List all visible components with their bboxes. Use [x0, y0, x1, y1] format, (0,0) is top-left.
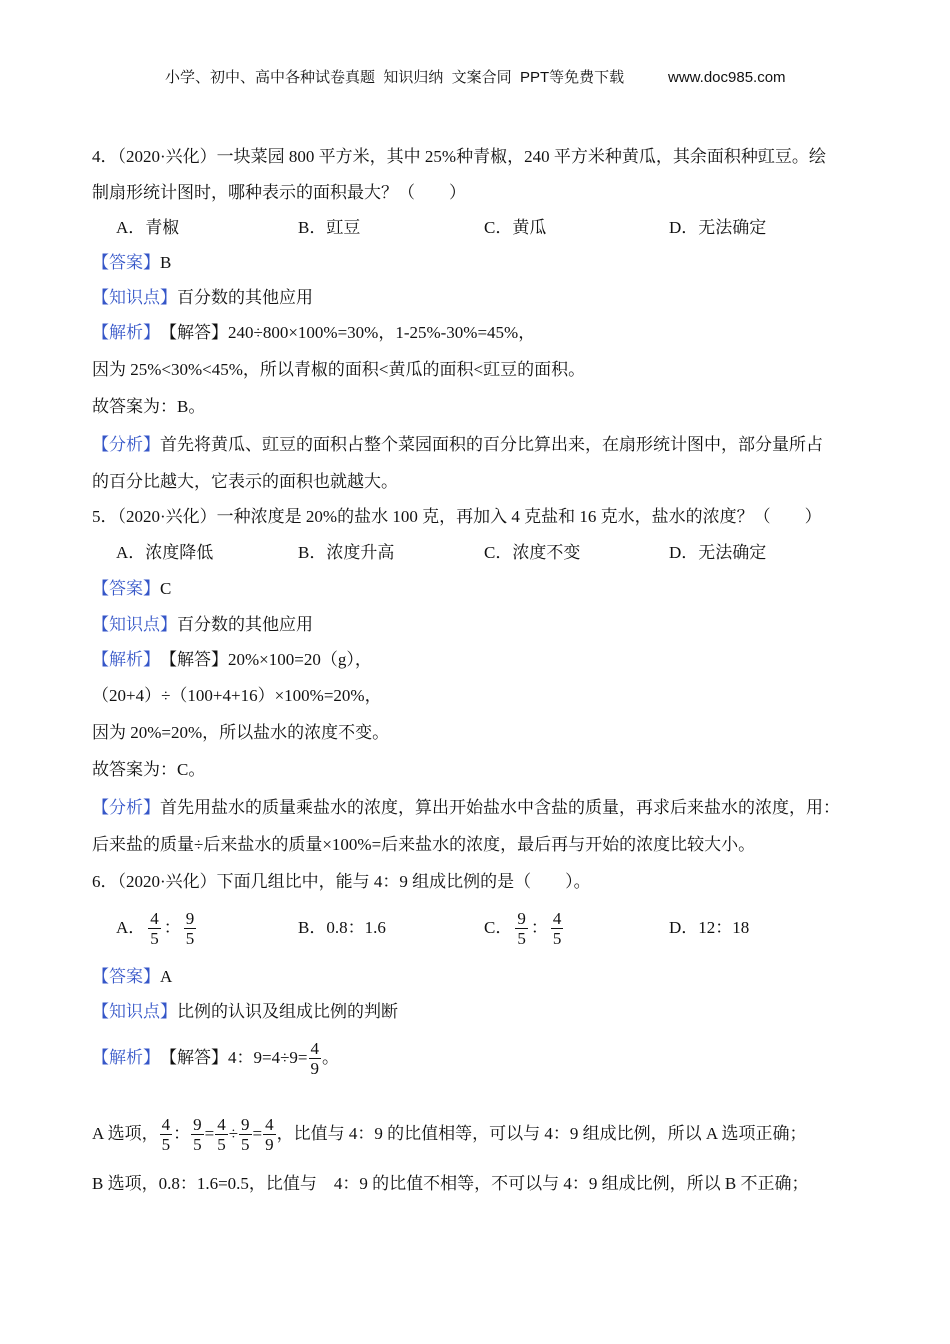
q5-step-1: （20+4）÷（100+4+16）×100%=20%， — [92, 686, 382, 705]
answer-label: 【答案】 — [92, 253, 160, 272]
fraction-numerator: 9 — [193, 1114, 202, 1134]
answer-label: 【答案】 — [92, 579, 160, 598]
q6-knowledge-line — [92, 1001, 398, 1023]
knowledge-label: 【知识点】 — [92, 615, 177, 634]
reasoning-label: 【分析】 — [92, 798, 160, 817]
q4-reasoning-line-2: 的百分比越大，它表示的面积也就越大。 — [92, 472, 398, 491]
fraction-denominator: 5 — [185, 928, 195, 948]
fraction-denominator: 5 — [217, 1134, 226, 1154]
q6-option-b-check-line: B 选项，0.8：1.6=0.5，比值与 4：9 的比值不相等，不可以与 4：9 组成比例，所以 B 不正确； — [92, 1174, 809, 1193]
q4-knowledge-line — [92, 287, 313, 309]
q5-answer-line — [92, 578, 171, 600]
fraction — [184, 909, 197, 948]
q4-stem-line-1: 4．（2020·兴化）一块菜园 800 平方米，其中 25%种青椒，240 平方米种黄瓜，其余面积种豇豆。绘 — [92, 147, 826, 166]
q4-answer-value: B — [160, 253, 172, 272]
fraction-numerator: 4 — [552, 908, 562, 928]
fraction-numerator: 9 — [517, 908, 526, 928]
reasoning-label: 【分析】 — [92, 435, 160, 454]
ratio-separator: ： — [530, 918, 548, 937]
q5-stem-line-1: 5．（2020·兴化）一种浓度是 20%的盐水 100 克，再加入 4 克盐和 16 克水，盐水的浓度？（ ） — [92, 507, 822, 526]
q5-step-3: 故答案为：C。 — [92, 760, 206, 779]
fraction-numerator: 9 — [241, 1114, 250, 1134]
analysis-label: 【解析】 — [92, 650, 160, 669]
fraction — [148, 909, 161, 948]
fraction — [160, 1115, 173, 1154]
q4-answer-line — [92, 252, 171, 274]
q4-stem-line-2: 制扇形统计图时，哪种表示的面积最大？（ ） — [92, 183, 466, 202]
q6-solution-suffix: 。 — [322, 1048, 340, 1067]
q5-solution-line — [92, 649, 372, 671]
q4-reasoning-text-1: 首先将黄瓜、豇豆的面积占整个菜园面积的百分比算出来，在扇形统计图中，部分量所占 — [160, 435, 823, 454]
q5-reasoning-line-2: 后来盐的质量÷后来盐水的质量×100%=后来盐水的浓度，最后再与开始的浓度比较大小。 — [92, 835, 756, 854]
fraction — [191, 1115, 204, 1154]
fraction-numerator: 4 — [150, 908, 159, 928]
header-banner-text: 小学、初中、高中各种试卷真题 知识归纳 文案合同 PPT等免费下载 — [165, 69, 625, 86]
knowledge-label: 【知识点】 — [92, 1002, 177, 1021]
fraction — [515, 909, 528, 948]
q5-answer-value: C — [160, 579, 172, 598]
q6-solution-prefix: 【解答】4：9=4÷9= — [160, 1048, 308, 1067]
fraction-numerator: 4 — [217, 1114, 226, 1134]
q6-option-a-check-line — [92, 1110, 806, 1158]
fraction-denominator: 5 — [517, 928, 526, 948]
q4-option-b: B．豇豆 — [298, 218, 361, 237]
fraction-numerator: 4 — [310, 1038, 320, 1058]
q5-option-a: A．浓度降低 — [116, 543, 214, 562]
fraction — [215, 1115, 228, 1154]
q6-option-a — [116, 904, 199, 952]
knowledge-label: 【知识点】 — [92, 288, 177, 307]
q6-stem-line-1: 6．（2020·兴化）下面几组比中，能与 4：9 组成比例的是（ ）。 — [92, 872, 591, 891]
q6-option-b-text: 0.8：1.6 — [326, 918, 386, 937]
q4-option-d: D．无法确定 — [669, 218, 767, 237]
q5-step-2: 因为 20%=20%，所以盐水的浓度不变。 — [92, 723, 390, 742]
fraction-denominator: 5 — [150, 928, 159, 948]
answer-label: 【答案】 — [92, 967, 160, 986]
q4-step-2: 故答案为：B。 — [92, 397, 206, 416]
fraction-denominator: 9 — [265, 1134, 274, 1154]
q4-solution-text: 【解答】240÷800×100%=30%，1-25%-30%=45%， — [160, 323, 536, 342]
ratio-separator: ： — [173, 1124, 191, 1143]
q6-knowledge-value: 比例的认识及组成比例的判断 — [177, 1002, 398, 1021]
fraction-numerator: 9 — [185, 908, 195, 928]
q5-reasoning-text-1: 首先用盐水的质量乘盐水的浓度，算出开始盐水中含盐的质量，再求后来盐水的浓度，用： — [160, 798, 840, 817]
q6-option-b — [298, 904, 386, 952]
q5-knowledge-line — [92, 614, 313, 636]
q6-option-b-letter: B． — [298, 918, 327, 937]
analysis-label: 【解析】 — [92, 323, 160, 342]
q6-option-c-letter: C． — [484, 918, 513, 937]
q4-option-a: A．青椒 — [116, 218, 180, 237]
q6-solution-line — [92, 1034, 339, 1082]
fraction-numerator: 4 — [265, 1114, 274, 1134]
q6-answer-value: A — [160, 967, 173, 986]
q4-knowledge-value: 百分数的其他应用 — [177, 288, 313, 307]
q6-option-d — [669, 904, 749, 952]
fraction — [263, 1115, 276, 1154]
division-sign: ÷ — [228, 1124, 239, 1143]
option-a-check-prefix: A 选项， — [92, 1124, 159, 1143]
fraction-denominator: 9 — [310, 1058, 320, 1078]
fraction-denominator: 5 — [552, 928, 562, 948]
fraction — [551, 909, 564, 948]
analysis-label: 【解析】 — [92, 1048, 160, 1067]
fraction-denominator: 5 — [241, 1134, 250, 1154]
q5-reasoning-line-1 — [92, 797, 840, 819]
q6-option-d-letter: D． — [669, 918, 699, 937]
equals-sign: = — [204, 1124, 215, 1143]
fraction-denominator: 5 — [161, 1134, 171, 1154]
q4-step-1: 因为 25%<30%<45%，所以青椒的面积<黄瓜的面积<豇豆的面积。 — [92, 360, 586, 379]
q5-option-d: D．无法确定 — [669, 543, 767, 562]
fraction — [239, 1115, 252, 1154]
q5-solution-text: 【解答】20%×100=20（g）， — [160, 650, 372, 669]
q6-option-a-letter: A． — [116, 918, 146, 937]
equals-sign: = — [252, 1124, 263, 1143]
header-website-url: www.doc985.com — [668, 69, 786, 86]
fraction-denominator: 5 — [193, 1134, 202, 1154]
q5-option-b: B．浓度升高 — [298, 543, 395, 562]
fraction-numerator: 4 — [161, 1114, 171, 1134]
q5-knowledge-value: 百分数的其他应用 — [177, 615, 313, 634]
option-a-check-suffix: ，比值与 4：9 的比值相等，可以与 4：9 组成比例，所以 A 选项正确； — [276, 1124, 807, 1143]
q4-reasoning-line-1 — [92, 434, 823, 456]
q5-option-c: C．浓度不变 — [484, 543, 581, 562]
q6-answer-line — [92, 966, 172, 988]
q6-option-d-text: 12：18 — [698, 918, 750, 937]
q4-option-c: C．黄瓜 — [484, 218, 547, 237]
fraction — [309, 1039, 322, 1078]
ratio-separator: ： — [163, 918, 181, 937]
q4-solution-line — [92, 322, 535, 344]
q6-option-c — [484, 904, 566, 952]
